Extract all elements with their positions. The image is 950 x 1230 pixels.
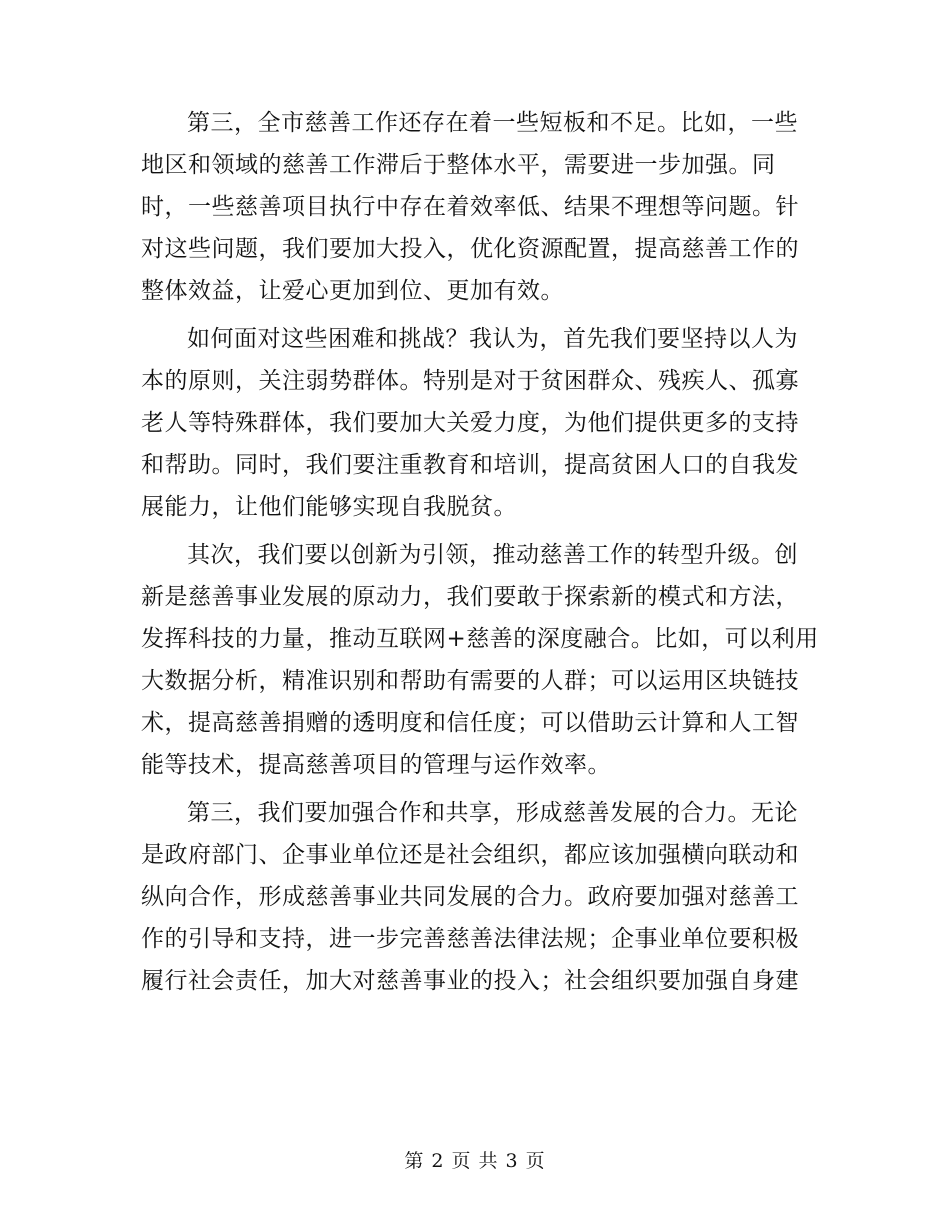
text-line: 本的原则，关注弱势群体。特别是对于贫困群众、残疾人、孤寡 (141, 368, 799, 394)
text-line: 对这些问题，我们要加大投入，优化资源配置，提高慈善工作的 (141, 236, 799, 262)
text-line: 履行社会责任，加大对慈善事业的投入；社会组织要加强自身建 (141, 968, 799, 994)
text-line: 第三，全市慈善工作还存在着一些短板和不足。比如，一些 (187, 110, 798, 136)
text-line: 是政府部门、企事业单位还是社会组织，都应该加强横向联动和 (141, 842, 799, 868)
text-line: 整体效益，让爱心更加到位、更加有效。 (141, 278, 564, 304)
text-line: 地区和领域的慈善工作滞后于整体水平，需要进一步加强。同 (141, 152, 776, 178)
text-line: 和帮助。同时，我们要注重教育和培训，提高贫困人口的自我发 (141, 452, 799, 478)
text-line: 老人等特殊群体，我们要加大关爱力度，为他们提供更多的支持 (141, 410, 799, 436)
document-body (141, 102, 819, 1002)
text-line: 如何面对这些困难和挑战？我认为，首先我们要坚持以人为 (187, 326, 798, 352)
text-line: 大数据分析，精准识别和帮助有需要的人群；可以运用区块链技 (141, 668, 799, 694)
paragraph (141, 318, 806, 528)
text-line: 其次，我们要以创新为引领，推动慈善工作的转型升级。创 (187, 542, 798, 568)
page-footer (0, 1146, 950, 1173)
text-line: 第三，我们要加强合作和共享，形成慈善发展的合力。无论 (187, 800, 798, 826)
text-line: 新是慈善事业发展的原动力，我们要敢于探索新的模式和方法， (141, 584, 799, 610)
text-line: 作的引导和支持，进一步完善慈善法律法规；企事业单位要积极 (141, 926, 799, 952)
page-number: 第 2 页 共 3 页 (404, 1150, 546, 1172)
text-line: 展能力，让他们能够实现自我脱贫。 (141, 494, 517, 520)
text-line: 能等技术，提高慈善项目的管理与运作效率。 (141, 752, 611, 778)
paragraph (141, 102, 806, 312)
text-line: 时，一些慈善项目执行中存在着效率低、结果不理想等问题。针 (141, 194, 799, 220)
paragraph (141, 792, 806, 1002)
text-line: 纵向合作，形成慈善事业共同发展的合力。政府要加强对慈善工 (141, 884, 799, 910)
paragraph (141, 534, 819, 786)
text-line: 发挥科技的力量，推动互联网+慈善的深度融合。比如，可以利用 (141, 626, 819, 652)
text-line: 术，提高慈善捐赠的透明度和信任度；可以借助云计算和人工智 (141, 710, 799, 736)
